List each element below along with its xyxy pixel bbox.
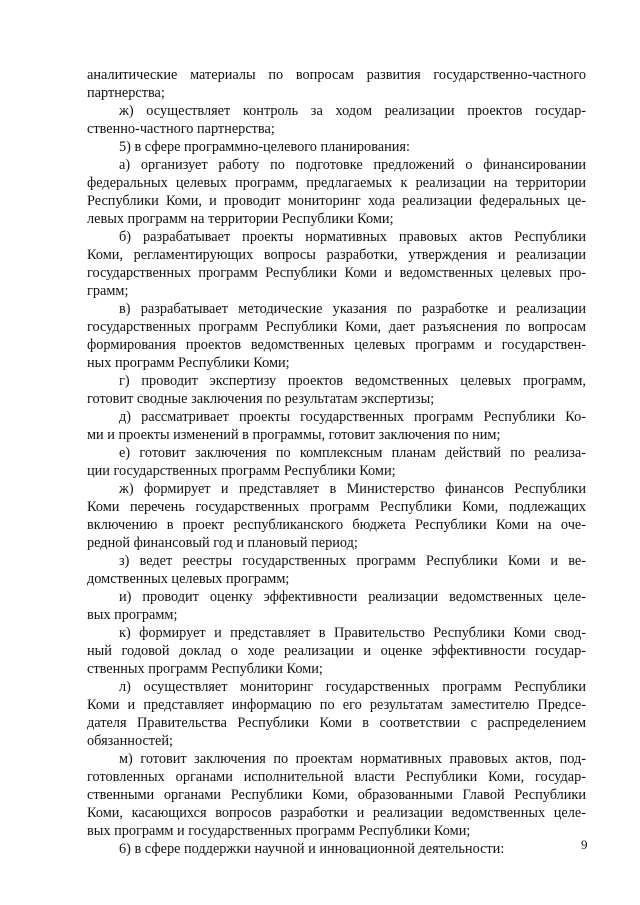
text-line: вых программ; — [87, 607, 178, 623]
text-line: дателя Правительства Республики Коми в соответствии с распределением — [87, 715, 586, 731]
text-line: формирования проектов ведомственных целевых программ и государствен- — [87, 337, 586, 353]
text-line: 6) в сфере поддержки научной и инновационной деятельности: — [119, 841, 505, 857]
text-line: в) разрабатывает методические указания по разработке и реализации — [119, 301, 586, 317]
text-line: 5) в сфере программно-целевого планирования: — [119, 139, 410, 155]
text-line: б) разрабатывает проекты нормативных правовых актов Республики — [119, 229, 586, 245]
text-line: ственно-частного партнерства; — [87, 121, 275, 137]
text-line: Коми перечень государственных программ Республики Коми, подлежащих — [87, 499, 586, 515]
text-line: к) формирует и представляет в Правительство Республики Коми свод- — [119, 625, 586, 641]
text-line: вых программ и государственных программ Республики Коми; — [87, 823, 471, 839]
text-line: а) организует работу по подготовке предложений о финансировании — [119, 157, 586, 173]
text-line: л) осуществляет мониторинг государственных программ Республики — [119, 679, 586, 695]
text-line: ственных программ Республики Коми; — [87, 661, 323, 677]
text-line: Коми, регламентирующих вопросы разработки, утверждения и реализации — [87, 247, 586, 263]
text-line: домственных целевых программ; — [87, 571, 290, 587]
text-line: Коми и представляет информацию по его результатам заместителю Предсе- — [87, 697, 586, 713]
text-line: готовленных органами исполнительной власти Республики Коми, государ- — [87, 769, 586, 785]
text-line: м) готовит заключения по проектам нормативных правовых актов, под- — [119, 751, 586, 767]
text-line: редной финансовый год и плановый период; — [87, 535, 358, 551]
text-line: Коми, касающихся вопросов разработки и реализации ведомственных целе- — [87, 805, 586, 821]
text-line: партнерства; — [87, 85, 165, 101]
page-number: 9 — [581, 837, 588, 852]
text-line: г) проводит экспертизу проектов ведомственных целевых программ, — [119, 373, 586, 389]
text-line: государственных программ Республики Коми, дает разъяснения по вопросам — [87, 319, 586, 335]
text-line: ж) осуществляет контроль за ходом реализации проектов государ- — [119, 103, 586, 119]
text-line: д) рассматривает проекты государственных программ Республики Ко- — [119, 409, 586, 425]
text-line: ми и проекты изменений в программы, готовит заключения по ним; — [87, 427, 501, 443]
text-line: левых программ на территории Республики Коми; — [87, 211, 394, 227]
text-line: ции государственных программ Республики Коми; — [87, 463, 396, 479]
text-line: ный годовой доклад о ходе реализации и оценке эффективности государ- — [87, 643, 586, 659]
text-line: федеральных целевых программ, предлагаемых к реализации на территории — [87, 175, 586, 191]
text-line: грамм; — [87, 283, 129, 299]
text-line: Республики Коми, и проводит мониторинг хода реализации федеральных це- — [87, 193, 586, 209]
text-line: е) готовит заключения по комплексным планам действий по реализа- — [119, 445, 586, 461]
text-line: и) проводит оценку эффективности реализации ведомственных целе- — [119, 589, 586, 605]
text-line: готовит сводные заключения по результатам экспертизы; — [87, 391, 435, 407]
text-line: включению в проект республиканского бюджета Республики Коми на оче- — [87, 517, 586, 533]
text-line: государственных программ Республики Коми и ведомственных целевых про- — [87, 265, 586, 281]
text-line: ственными органами Республики Коми, образованными Главой Республики — [87, 787, 586, 803]
text-line: з) ведет реестры государственных программ Республики Коми и ве- — [119, 553, 586, 569]
text-line: обязанностей; — [87, 733, 174, 749]
text-line: ных программ Республики Коми; — [87, 355, 290, 371]
text-line: аналитические материалы по вопросам развития государственно-частного — [87, 67, 586, 83]
text-line: ж) формирует и представляет в Министерство финансов Республики — [119, 481, 586, 497]
